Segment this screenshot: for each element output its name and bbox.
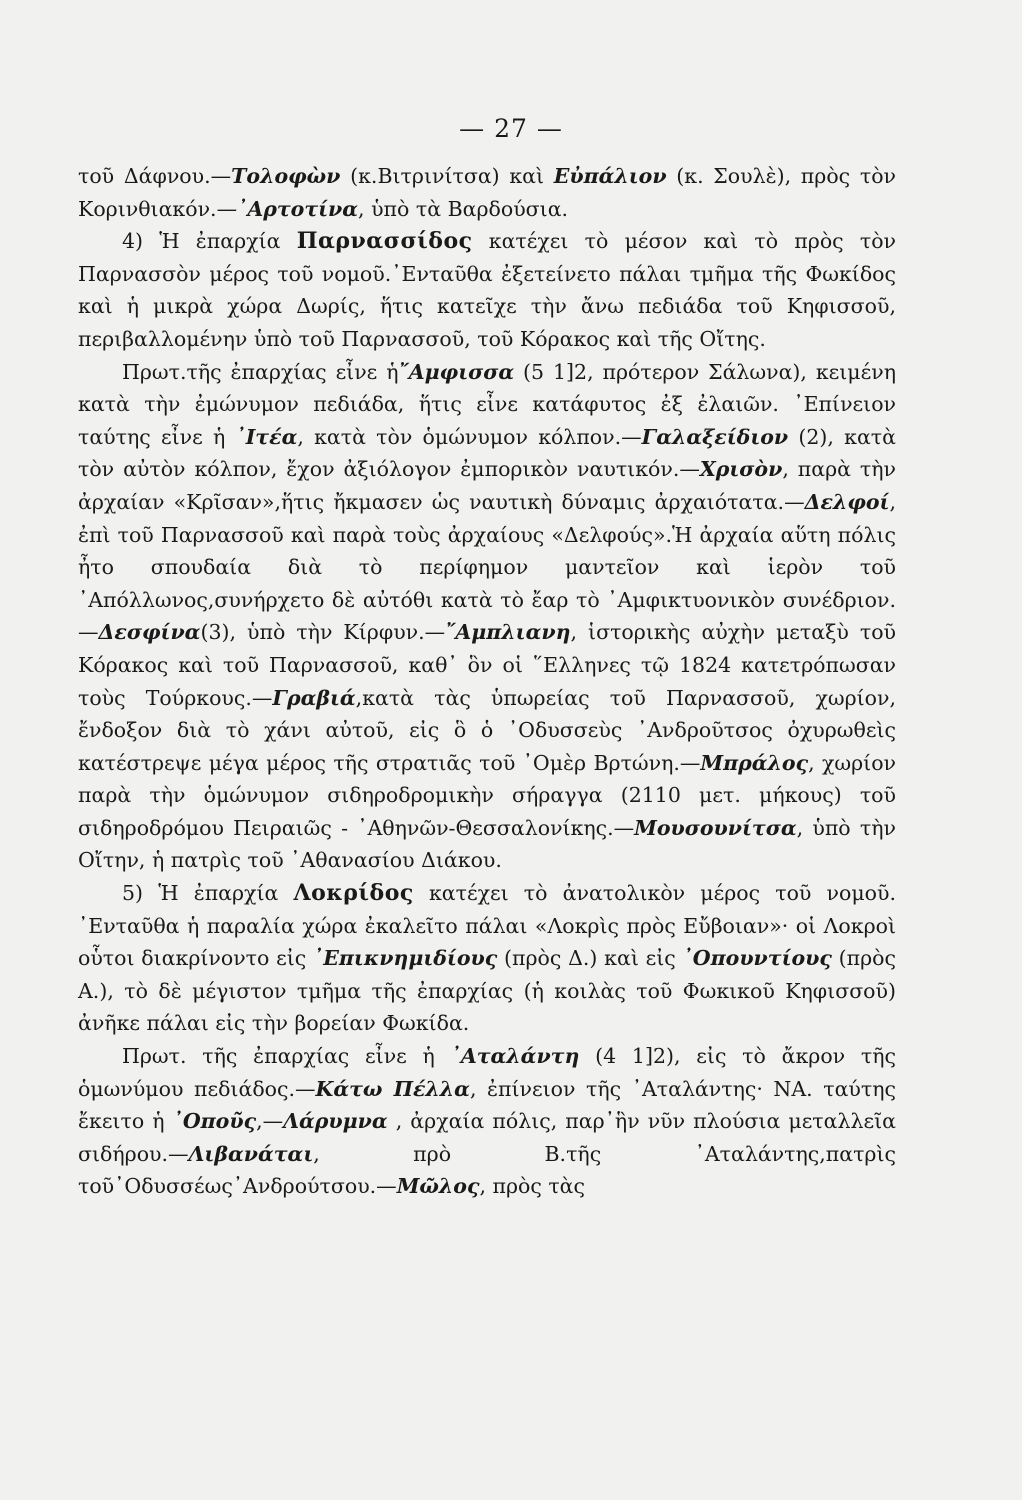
place-name: ῎Αμφισσα — [398, 359, 515, 384]
place-name: Δελφοί — [804, 489, 890, 514]
text-run: 5) Ἡ ἐπαρχία — [122, 881, 294, 906]
paragraph — [78, 225, 896, 355]
text-run: κατέχει τὸ ἀνατολικὸν μέρος τοῦ νομοῦ. ᾿Ενταῦθα ἡ παραλία χώρα ἐκαλεῖτο πάλαι «Λοκρὶς πρὸς Εὔβοιαν»· οἱ Λοκροὶ οὗτοι διακρίνοντο εἰς — [78, 881, 897, 971]
place-name: Εὐπάλιον — [553, 164, 667, 188]
place-name: Χρισὸν — [699, 457, 783, 482]
place-name: Μῶλος — [396, 1174, 480, 1199]
text-run: , ἱστορικὴς αὐχὴν μεταξὺ τοῦ Κόρακος καὶ τοῦ Παρνασσοῦ, καθ᾿ ὃν οἱ ῞Ελληνες τῷ 1824 κατετρόπωσαν τοὺς Τούρκους.— — [78, 620, 896, 710]
text-run: (3), ὑπὸ τὴν Κίρφυν.— — [200, 620, 446, 645]
text-run: τοῦ Δάφνου.— — [78, 164, 232, 188]
text-run: , πρὸ Β.τῆς ᾿Αταλάντης,πατρὶς τοῦ᾿Οδυσσέως᾿Ανδρούτσου.— — [78, 1141, 896, 1199]
section-heading-term: Παρνασσίδος — [296, 228, 473, 255]
text-run: , κατὰ τὸν ὁμώνυμον κόλπον.— — [297, 424, 642, 449]
text-run: (πρὸς Δ.) καὶ εἰς — [497, 946, 683, 971]
text-run: , ἐπὶ τοῦ Παρνασσοῦ καὶ παρὰ τοὺς ἀρχαίους «Δελφούς».Ἡ ἀρχαία αὕτη πόλις ἦτο σπουδαία διὰ τὸ περίφημον μαντεῖον καὶ ἱερὸν τοῦ ᾿Απόλλωνος,συνήρχετο δὲ αὐτόθι κατὰ τὸ ἔαρ τὸ ᾿Αμφικτυονικὸν συνέδριον. — — [78, 489, 896, 645]
body-text — [78, 160, 896, 1203]
text-run: , ὑπὸ τὴν Οἴτην, ἡ πατρὶς τοῦ ᾿Αθανασίου Διάκου. — [78, 815, 896, 873]
place-name: Λιβανάται — [188, 1141, 314, 1166]
text-run: , χωρίον παρὰ τὴν ὁμώνυμον σιδηροδρομικὴν σήραγγα (2110 μετ. μήκους) τοῦ σιδηροδρόμου Πειραιῶς - ᾿Αθηνῶν-Θεσσαλονίκης.— — [78, 750, 896, 840]
text-run: ,— — [256, 1109, 284, 1134]
text-run: (4 1]2), εἰς τὸ ἄκρον τῆς ὁμωνύμου πεδιάδος.— — [78, 1044, 896, 1101]
text-run: , ἀρχαία πόλις, παρ᾿ἣν νῦν πλούσια μεταλλεῖα σιδήρου.— — [78, 1109, 896, 1166]
text-run: , ἐπίνειον τῆς ᾿Αταλάντης· ΝΑ. ταύτης ἔκειτο ἡ — [78, 1076, 896, 1134]
place-name: Δεσφίνα — [98, 620, 201, 645]
place-name: ᾿Ιτέα — [235, 424, 298, 449]
text-run: (κ. Σουλὲ), πρὸς τὸν Κορινθιακόν.— — [78, 164, 896, 221]
place-name: ᾿Οποῦς — [172, 1109, 257, 1134]
place-name: Τολοφὼν — [231, 164, 341, 188]
text-run: (5 1]2, πρότερον Σάλωνα), κειμένη κατὰ τὴν ἐμώνυμον πεδιάδα, ἥτις εἶνε κατάφυτος ἐξ ἐλαιῶν. ᾿Επίνειον ταύτης εἶνε ἡ — [78, 359, 896, 449]
place-name: Μουσουνίτσα — [634, 815, 797, 840]
place-name: ᾿Οπουντίους — [682, 946, 832, 971]
text-run: , ὑπὸ τὰ Βαρδούσια. — [358, 196, 569, 221]
place-name: ᾿Αρτοτίνα — [237, 196, 359, 221]
paragraph — [78, 1040, 896, 1203]
place-name: Μπράλος — [700, 750, 809, 775]
paragraph — [78, 160, 896, 225]
paragraph — [78, 877, 896, 1040]
text-run: , παρὰ τὴν ἀρχαίαν «Κρῖσαν»,ἥτις ἤκμασεν ὡς ναυτικὴ δύναμις ἀρχαιότατα.— — [78, 457, 896, 514]
place-name: Λάρυμνα — [283, 1109, 388, 1134]
text-run: ,κατὰ τὰς ὑπωρείας τοῦ Παρνασσοῦ, χωρίον, ἔνδοξον διὰ τὸ χάνι αὐτοῦ, εἰς ὃ ὁ ᾿Οδυσσεὺς ᾿Ανδροῦτσος ὀχυρωθεὶς κατέστρεψε μέγα μέρος τῆς στρατιᾶς τοῦ ᾿Ομὲρ Βρτώνη.— — [78, 685, 896, 775]
text-run: 4) Ἡ ἐπαρχία — [122, 229, 297, 254]
text-run: (κ.Βιτρινίτσα) καὶ — [340, 164, 554, 188]
text-run: (πρὸς Α.), τὸ δὲ μέγιστον τμῆμα τῆς ἐπαρχίας (ἡ κοιλὰς τοῦ Φωκικοῦ Κηφισσοῦ) ἀνῆκε πάλαι εἰς τὴν βορείαν Φωκίδα. — [78, 946, 896, 1036]
place-name: Γραβιά — [272, 685, 356, 710]
text-run: Πρωτ.τῆς ἐπαρχίας εἶνε ἡ — [122, 359, 399, 384]
text-run: Πρωτ. τῆς ἐπαρχίας εἶνε ἡ — [122, 1044, 451, 1069]
page-number: — 27 — — [459, 114, 563, 143]
place-name: ᾿Αταλάντη — [450, 1044, 580, 1069]
place-name: Κάτω Πέλλα — [315, 1076, 470, 1101]
paragraph — [78, 356, 896, 878]
place-name: Γαλαξείδιον — [641, 424, 789, 449]
text-run: , πρὸς τὰς — [479, 1174, 586, 1199]
place-name: ῎Αμπλιανη — [445, 620, 571, 645]
section-heading-term: Λοκρίδος — [293, 880, 414, 907]
place-name: ᾿Επικνημιδίους — [313, 946, 498, 971]
text-run: κατέχει τὸ μέσον καὶ τὸ πρὸς τὸν Παρνασσὸν μέρος τοῦ νομοῦ.᾿Ενταῦθα ἐξετείνετο πάλαι τμῆμα τῆς Φωκίδος καὶ ἡ μικρὰ χώρα Δωρίς, ἥτις κατεῖχε τὴν ἄνω πεδιάδα τοῦ Κηφισσοῦ, περιβαλλομένην ὑπὸ τοῦ Παρνασσοῦ, τοῦ Κόρακος καὶ τῆς Οἴτης. — [78, 229, 897, 351]
text-run: (2), κατὰ τὸν αὐτὸν κόλπον, ἔχον ἀξιόλογον ἐμπορικὸν ναυτικόν.— — [78, 424, 896, 482]
